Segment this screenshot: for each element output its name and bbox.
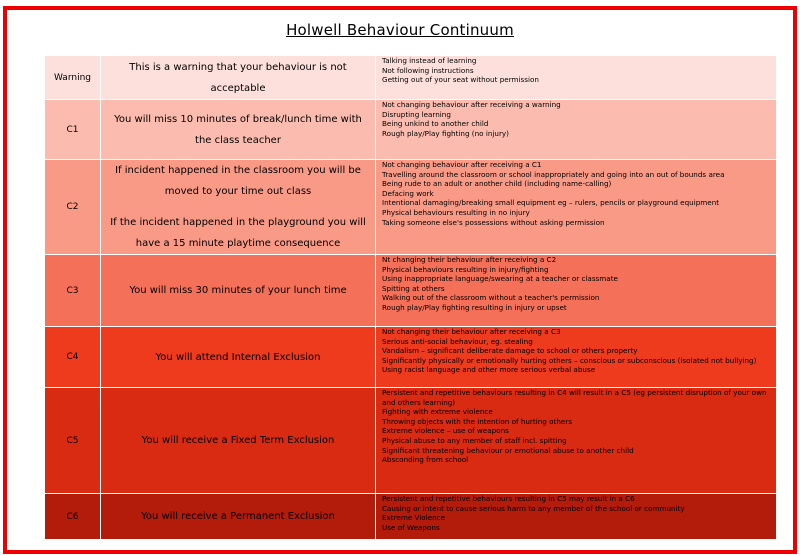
behaviour-item: Using inappropriate language/swearing at a teacher or classmate [382, 274, 618, 284]
behaviour-item: Significantly physically or emotionally hurting others – conscious or subconscious (isolated not bullying) [382, 355, 757, 365]
behaviour-table [44, 55, 777, 540]
consequence-cell [101, 255, 376, 327]
behaviour-item: Physical behaviours resulting in no injury [382, 207, 530, 217]
behaviour-item: Causing or intent to cause serious harm to any member of the school or community [382, 503, 685, 513]
behaviour-item: Rough play/Play fighting resulting in injury or upset [382, 302, 567, 312]
behaviour-item: Not changing behaviour after receiving a warning [382, 100, 561, 109]
table-row [45, 160, 777, 255]
behaviour-item: Absconding from school [382, 455, 469, 465]
behaviour-item: Using racist language and other more serious verbal abuse [382, 365, 596, 375]
behaviours-cell [376, 100, 777, 160]
level-cell: C3 [45, 255, 101, 327]
behaviour-item: Physical abuse to any member of staff incl. spitting [382, 435, 567, 445]
behaviour-item: and others learning) [382, 397, 456, 407]
consequence-text: This is a warning that your behaviour is not acceptable [129, 61, 347, 94]
consequence-text: You will miss 30 minutes of your lunch time [129, 285, 347, 296]
table-row [45, 100, 777, 160]
table-row [45, 494, 777, 540]
consequence-cell [101, 100, 376, 160]
behaviour-item: Taking someone else's possessions without asking permission [382, 217, 605, 227]
consequence-text: You will receive a Permanent Exclusion [141, 511, 335, 522]
behaviours-cell [376, 494, 777, 540]
behaviours-cell [376, 255, 777, 327]
table-row [45, 327, 777, 388]
behaviour-item: Being rude to an adult or another child (including name-calling) [382, 179, 612, 189]
consequence-cell [101, 327, 376, 388]
consequence-cell [101, 160, 376, 255]
level-cell: C5 [45, 388, 101, 494]
level-cell: C6 [45, 494, 101, 540]
level-cell: C4 [45, 327, 101, 388]
behaviour-item: Serious anti-social behaviour, eg. stealing [382, 336, 533, 346]
consequence-cell [101, 494, 376, 540]
behaviour-item: Persistent and repetitive behaviours resulting in C4 will result in a C5 (eg persistent disruption of your own [382, 388, 767, 397]
consequence-text: You will miss 10 minutes of break/lunch time with the class teacher [114, 113, 362, 146]
consequence-cell [101, 56, 376, 100]
level-cell: C2 [45, 160, 101, 255]
consequence-text: If the incident happened in the playground you will have a 15 minute playtime consequence [110, 217, 366, 249]
behaviours-cell [376, 327, 777, 388]
page-title: Holwell Behaviour Continuum [286, 21, 514, 39]
behaviour-item: Extreme Violence [382, 513, 446, 523]
behaviour-item: Nt changing their behaviour after receiving a C2 [382, 255, 557, 264]
behaviour-item: Talking instead of learning [382, 56, 477, 65]
consequence-text: If incident happened in the classroom you will be moved to your time out class [115, 165, 361, 197]
behaviour-item: Spitting at others [382, 283, 445, 293]
behaviour-item: Vandalism – significant deliberate damage to school or others property [382, 346, 638, 356]
behaviour-item: Not following instructions [382, 65, 474, 75]
table-row [45, 255, 777, 327]
behaviour-item: Defacing work [382, 188, 434, 198]
behaviour-item: Fighting with extreme violence [382, 407, 493, 417]
behaviours-cell [376, 388, 777, 494]
behaviour-item: Extreme violence – use of weapons [382, 426, 509, 436]
consequence-cell [101, 388, 376, 494]
behaviour-item: Throwing objects with the intention of hurting others [382, 416, 572, 426]
behaviours-cell [376, 160, 777, 255]
behaviours-cell [376, 56, 777, 100]
table-row [45, 388, 777, 494]
level-cell: C1 [45, 100, 101, 160]
behaviour-item: Use of Weapons [382, 522, 440, 532]
behaviour-item: Intentional damaging/breaking small equipment eg – rulers, pencils or playground equipment [382, 198, 720, 208]
behaviour-item: Travelling around the classroom or school inappropriately and going into an out of bounds area [382, 169, 725, 179]
behaviour-item: Disrupting learning [382, 109, 451, 119]
behaviour-item: Significant threatening behaviour or emotional abuse to another child [382, 445, 634, 455]
behaviour-item: Being unkind to another child [382, 119, 489, 129]
consequence-text: You will attend Internal Exclusion [155, 351, 321, 363]
behaviour-item: Not changing their behaviour after receiving a C3 [382, 327, 561, 336]
behaviour-item: Not changing behaviour after receiving a C1 [382, 160, 542, 169]
behaviour-item: Rough play/Play fighting (no injury) [382, 128, 509, 138]
behaviour-item: Persistent and repetitive behaviours resulting in C5 may result in a C6 [382, 494, 635, 503]
behaviour-item: Getting out of your seat without permission [382, 75, 539, 85]
behaviour-item: Physical behaviours resulting in injury/fighting [382, 264, 549, 274]
consequence-text: You will receive a Fixed Term Exclusion [141, 435, 335, 446]
table-row [45, 56, 777, 100]
level-cell: Warning [45, 56, 101, 100]
behaviour-item: Walking out of the classroom without a teacher's permission [382, 293, 600, 303]
